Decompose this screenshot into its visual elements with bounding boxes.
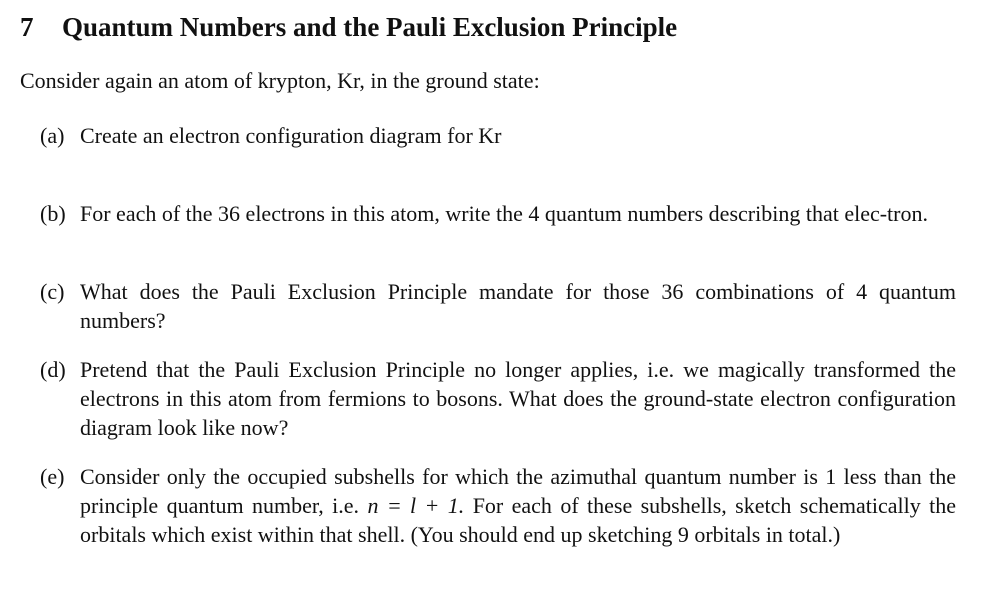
- math-expression: n = l + 1.: [367, 493, 465, 518]
- item-label: (e): [40, 464, 65, 489]
- item-label: (a): [40, 123, 65, 148]
- item-label: (c): [40, 279, 65, 304]
- item-text: What does the Pauli Exclusion Principle mandate for those 36 combinations of 4 quantum numbers?: [80, 279, 956, 333]
- item-text: [80, 462, 956, 549]
- section-number: 7: [20, 12, 34, 42]
- question-item-a: [40, 121, 956, 150]
- section-title: Quantum Numbers and the Pauli Exclusion Principle: [62, 12, 678, 42]
- item-text-before: Consider only the occupied subshells for which the azimuthal quantum number is 1 less than the principle quantum number, i.e.: [80, 464, 956, 518]
- item-text: Create an electron configuration diagram for Kr: [80, 123, 502, 148]
- question-item-e: [40, 462, 956, 549]
- question-item-d: [40, 355, 956, 442]
- item-label: (b): [40, 201, 66, 226]
- item-text: For each of the 36 electrons in this atom, write the 4 quantum numbers describing that elec-tron.: [80, 201, 928, 226]
- item-text-after: For each of these subshells, sketch schematically the orbitals which exist within that shell. (You should end up sketching 9 orbitals in total.): [80, 493, 956, 547]
- item-label: (d): [40, 357, 66, 382]
- item-text: Pretend that the Pauli Exclusion Principle no longer applies, i.e. we magically transformed the electrons in this atom from fermions to bosons. What does the ground-state electron configuration diagram look like now?: [80, 357, 956, 440]
- question-item-c: [40, 277, 956, 335]
- question-item-b: [40, 199, 956, 228]
- section-heading: [20, 10, 677, 44]
- intro-paragraph: Consider again an atom of krypton, Kr, in the ground state:: [20, 68, 540, 93]
